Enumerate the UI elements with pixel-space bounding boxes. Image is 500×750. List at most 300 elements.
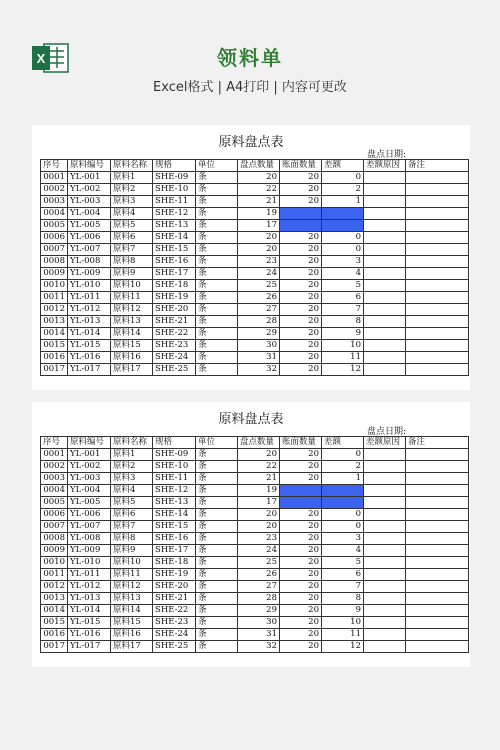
table-cell: 原料10 — [111, 557, 153, 569]
table-cell: SHE-21 — [153, 316, 196, 328]
table-cell — [406, 485, 469, 497]
table-cell: YL-003 — [68, 473, 111, 485]
table-row — [41, 497, 469, 509]
table-cell: 17 — [238, 497, 280, 509]
table-cell — [406, 473, 469, 485]
table-cell: 0009 — [41, 545, 68, 557]
table-cell — [406, 280, 469, 292]
table-row — [41, 244, 469, 256]
table-cell — [406, 521, 469, 533]
table-cell: 原料9 — [111, 268, 153, 280]
table-cell: 27 — [238, 304, 280, 316]
table-cell: 0002 — [41, 461, 68, 473]
table-cell: 原料16 — [111, 352, 153, 364]
table-cell: 原料11 — [111, 292, 153, 304]
table-cell: 条 — [196, 280, 238, 292]
table-cell: 25 — [238, 280, 280, 292]
table-cell: 条 — [196, 641, 238, 653]
table-cell — [364, 292, 406, 304]
table-cell: 9 — [322, 328, 364, 340]
table-cell: SHE-20 — [153, 581, 196, 593]
table-row — [41, 629, 469, 641]
table-cell: 30 — [238, 340, 280, 352]
table-cell: 0014 — [41, 605, 68, 617]
table-cell: SHE-18 — [153, 280, 196, 292]
table-cell: YL-009 — [68, 545, 111, 557]
table-cell: 条 — [196, 569, 238, 581]
table-cell: 22 — [238, 461, 280, 473]
table-cell: 0010 — [41, 557, 68, 569]
table-cell — [406, 340, 469, 352]
column-header: 差额原因 — [364, 160, 406, 172]
table-cell: 条 — [196, 593, 238, 605]
table-row — [41, 593, 469, 605]
table-cell: 原料8 — [111, 256, 153, 268]
page-subtitle: Excel格式 | A4打印 | 内容可更改 — [153, 80, 347, 95]
table-cell: 条 — [196, 268, 238, 280]
table-cell: 原料3 — [111, 196, 153, 208]
table-cell: 0016 — [41, 629, 68, 641]
inventory-table — [40, 159, 469, 376]
column-header: 单位 — [196, 437, 238, 449]
table-cell — [364, 545, 406, 557]
column-header: 规格 — [153, 160, 196, 172]
table-cell — [406, 641, 469, 653]
table-cell: 28 — [238, 593, 280, 605]
date-label: 盘点日期: — [366, 150, 406, 160]
table-cell: 0015 — [41, 617, 68, 629]
table-cell: SHE-22 — [153, 605, 196, 617]
table-cell: SHE-22 — [153, 328, 196, 340]
svg-text:X: X — [36, 51, 46, 66]
sheet-title: 原料盘点表 — [218, 412, 284, 427]
table-cell: SHE-19 — [153, 292, 196, 304]
table-cell: YL-001 — [68, 172, 111, 184]
table-cell: SHE-15 — [153, 521, 196, 533]
table-cell: YL-009 — [68, 268, 111, 280]
table-cell: YL-010 — [68, 557, 111, 569]
table-cell: YL-016 — [68, 629, 111, 641]
table-row — [41, 641, 469, 653]
table-cell — [364, 232, 406, 244]
column-header: 盘点数量 — [238, 160, 280, 172]
table-cell — [364, 208, 406, 220]
table-cell: 3 — [322, 256, 364, 268]
table-row — [41, 196, 469, 208]
table-cell — [406, 629, 469, 641]
table-cell — [364, 316, 406, 328]
table-cell: 20 — [238, 509, 280, 521]
column-header: 备注 — [406, 437, 469, 449]
table-row — [41, 220, 469, 232]
table-cell — [406, 509, 469, 521]
table-cell: 原料1 — [111, 172, 153, 184]
column-header: 原料编号 — [68, 160, 111, 172]
table-cell — [364, 473, 406, 485]
table-cell: 条 — [196, 292, 238, 304]
table-cell: 条 — [196, 521, 238, 533]
table-cell: 20 — [280, 473, 322, 485]
table-cell: 条 — [196, 497, 238, 509]
table-cell: 20 — [280, 184, 322, 196]
table-row — [41, 328, 469, 340]
table-cell: 11 — [322, 629, 364, 641]
table-cell — [364, 280, 406, 292]
table-cell — [364, 244, 406, 256]
table-cell — [406, 292, 469, 304]
column-header: 差额 — [322, 160, 364, 172]
table-cell: 26 — [238, 569, 280, 581]
table-cell — [406, 533, 469, 545]
table-cell: 20 — [280, 268, 322, 280]
table-cell: 12 — [322, 641, 364, 653]
table-cell: 21 — [238, 196, 280, 208]
table-cell: 0011 — [41, 569, 68, 581]
table-cell: 条 — [196, 461, 238, 473]
table-cell: 20 — [280, 292, 322, 304]
table-row — [41, 605, 469, 617]
table-cell: 原料2 — [111, 184, 153, 196]
table-cell — [406, 352, 469, 364]
table-cell: 20 — [280, 581, 322, 593]
table-cell: 20 — [280, 521, 322, 533]
table-cell — [364, 533, 406, 545]
table-cell: 原料7 — [111, 244, 153, 256]
table-cell: 原料15 — [111, 340, 153, 352]
table-cell — [406, 208, 469, 220]
table-cell: 4 — [322, 545, 364, 557]
table-cell: 31 — [238, 352, 280, 364]
table-cell: 28 — [238, 316, 280, 328]
table-cell — [364, 509, 406, 521]
table-cell: 20 — [280, 617, 322, 629]
table-cell: 25 — [238, 557, 280, 569]
table-cell: YL-007 — [68, 521, 111, 533]
table-cell: SHE-11 — [153, 196, 196, 208]
table-cell: 0 — [322, 449, 364, 461]
table-cell: 11 — [322, 352, 364, 364]
table-cell: SHE-18 — [153, 557, 196, 569]
table-cell: 12 — [322, 364, 364, 376]
table-cell: SHE-14 — [153, 509, 196, 521]
table-cell: 0004 — [41, 485, 68, 497]
table-cell: 0 — [322, 521, 364, 533]
table-body — [41, 437, 469, 653]
table-cell: 0003 — [41, 473, 68, 485]
table-cell — [406, 268, 469, 280]
table-cell: SHE-15 — [153, 244, 196, 256]
table-cell: 0 — [322, 172, 364, 184]
table-cell: SHE-12 — [153, 485, 196, 497]
table-cell: 0008 — [41, 533, 68, 545]
table-cell: 10 — [322, 617, 364, 629]
table-cell: YL-013 — [68, 316, 111, 328]
table-cell: 条 — [196, 617, 238, 629]
table-cell: -1 — [322, 485, 364, 497]
table-cell: 20 — [280, 328, 322, 340]
table-cell — [364, 605, 406, 617]
table-cell — [406, 449, 469, 461]
table-cell: YL-008 — [68, 533, 111, 545]
table-cell — [364, 220, 406, 232]
table-cell: 20 — [280, 172, 322, 184]
table-cell: SHE-17 — [153, 545, 196, 557]
table-cell: 20 — [238, 521, 280, 533]
table-cell — [364, 593, 406, 605]
table-cell: 6 — [322, 569, 364, 581]
column-header: 账面数量 — [280, 437, 322, 449]
table-cell: 原料2 — [111, 461, 153, 473]
table-cell: 条 — [196, 509, 238, 521]
table-cell — [364, 184, 406, 196]
column-header: 差额 — [322, 437, 364, 449]
table-cell: 0001 — [41, 449, 68, 461]
table-cell: 20 — [280, 244, 322, 256]
date-label: 盘点日期: — [366, 427, 406, 437]
table-cell: 原料7 — [111, 521, 153, 533]
table-cell: SHE-16 — [153, 533, 196, 545]
table-cell: 0017 — [41, 641, 68, 653]
column-header: 备注 — [406, 160, 469, 172]
table-cell — [364, 352, 406, 364]
table-cell — [364, 557, 406, 569]
column-header: 盘点数量 — [238, 437, 280, 449]
table-cell: 条 — [196, 256, 238, 268]
table-cell: 条 — [196, 557, 238, 569]
table-cell: 20 — [280, 497, 322, 509]
table-cell: 1 — [322, 196, 364, 208]
table-cell: 20 — [280, 629, 322, 641]
table-cell: 20 — [280, 340, 322, 352]
table-row — [41, 232, 469, 244]
table-cell: YL-012 — [68, 304, 111, 316]
table-cell — [364, 521, 406, 533]
table-header-row — [41, 160, 469, 172]
table-cell: YL-005 — [68, 497, 111, 509]
table-cell: YL-017 — [68, 364, 111, 376]
table-row — [41, 340, 469, 352]
table-cell: YL-006 — [68, 232, 111, 244]
table-cell: 3 — [322, 533, 364, 545]
table-cell: 24 — [238, 545, 280, 557]
table-cell: 条 — [196, 208, 238, 220]
table-cell: 0016 — [41, 352, 68, 364]
table-cell: 0006 — [41, 509, 68, 521]
table-cell — [406, 304, 469, 316]
table-cell: YL-016 — [68, 352, 111, 364]
column-header: 原料编号 — [68, 437, 111, 449]
table-cell: 20 — [280, 232, 322, 244]
table-cell: 21 — [238, 473, 280, 485]
column-header: 单位 — [196, 160, 238, 172]
table-cell — [406, 364, 469, 376]
table-cell — [406, 184, 469, 196]
table-cell — [364, 629, 406, 641]
table-cell: 0017 — [41, 364, 68, 376]
table-cell: 0005 — [41, 497, 68, 509]
table-cell: 20 — [280, 509, 322, 521]
table-cell — [364, 328, 406, 340]
table-cell — [406, 617, 469, 629]
table-row — [41, 581, 469, 593]
table-cell: 0007 — [41, 521, 68, 533]
table-cell: 24 — [238, 268, 280, 280]
table-cell: SHE-10 — [153, 184, 196, 196]
column-header: 序号 — [41, 160, 68, 172]
column-header: 规格 — [153, 437, 196, 449]
table-cell: 条 — [196, 485, 238, 497]
table-cell: 原料14 — [111, 605, 153, 617]
table-row — [41, 449, 469, 461]
table-cell: 8 — [322, 316, 364, 328]
table-cell: 20 — [280, 280, 322, 292]
table-cell: 31 — [238, 629, 280, 641]
table-cell: 0011 — [41, 292, 68, 304]
table-cell — [406, 316, 469, 328]
table-cell — [364, 196, 406, 208]
sheet-preview-1 — [32, 125, 470, 390]
table-cell: 原料1 — [111, 449, 153, 461]
table-row — [41, 557, 469, 569]
table-cell: 原料15 — [111, 617, 153, 629]
table-cell: 1 — [322, 473, 364, 485]
table-cell: YL-015 — [68, 340, 111, 352]
table-cell — [406, 172, 469, 184]
table-cell: 0012 — [41, 581, 68, 593]
table-cell: 原料13 — [111, 316, 153, 328]
table-cell: 原料11 — [111, 569, 153, 581]
table-cell — [406, 605, 469, 617]
table-cell: 19 — [238, 208, 280, 220]
table-cell: 条 — [196, 581, 238, 593]
table-cell: 条 — [196, 533, 238, 545]
table-cell — [406, 497, 469, 509]
table-cell: 条 — [196, 316, 238, 328]
table-cell: SHE-14 — [153, 232, 196, 244]
table-cell: 0013 — [41, 593, 68, 605]
table-cell: -3 — [322, 497, 364, 509]
table-cell: 2 — [322, 184, 364, 196]
table-cell: 原料16 — [111, 629, 153, 641]
table-cell: 条 — [196, 364, 238, 376]
table-cell — [364, 256, 406, 268]
table-cell: SHE-21 — [153, 593, 196, 605]
table-cell — [406, 581, 469, 593]
table-cell: 20 — [280, 557, 322, 569]
table-cell: 20 — [280, 220, 322, 232]
table-row — [41, 461, 469, 473]
table-cell — [406, 196, 469, 208]
table-cell: YL-007 — [68, 244, 111, 256]
table-cell: 20 — [238, 232, 280, 244]
table-cell — [364, 172, 406, 184]
table-cell: 条 — [196, 545, 238, 557]
table-cell: 0005 — [41, 220, 68, 232]
table-cell: 0001 — [41, 172, 68, 184]
table-cell: 0014 — [41, 328, 68, 340]
sheet-preview-2 — [32, 402, 470, 667]
table-row — [41, 569, 469, 581]
table-cell: 条 — [196, 605, 238, 617]
table-cell: YL-002 — [68, 184, 111, 196]
table-cell: 20 — [280, 641, 322, 653]
table-cell: 20 — [280, 316, 322, 328]
table-cell: 30 — [238, 617, 280, 629]
table-cell — [406, 256, 469, 268]
table-cell — [364, 461, 406, 473]
table-cell: 0012 — [41, 304, 68, 316]
table-cell: 27 — [238, 581, 280, 593]
table-cell: 原料4 — [111, 485, 153, 497]
table-cell: 0010 — [41, 280, 68, 292]
table-cell: YL-006 — [68, 509, 111, 521]
table-cell: 9 — [322, 605, 364, 617]
table-cell: SHE-20 — [153, 304, 196, 316]
table-cell: -1 — [322, 208, 364, 220]
table-cell: 原料5 — [111, 220, 153, 232]
table-cell: 0008 — [41, 256, 68, 268]
table-row — [41, 184, 469, 196]
table-cell — [364, 268, 406, 280]
table-row — [41, 521, 469, 533]
column-header: 原料名称 — [111, 160, 153, 172]
table-cell: YL-010 — [68, 280, 111, 292]
column-header: 原料名称 — [111, 437, 153, 449]
table-row — [41, 304, 469, 316]
table-cell: 原料17 — [111, 364, 153, 376]
table-row — [41, 352, 469, 364]
table-cell: SHE-25 — [153, 364, 196, 376]
table-cell: 20 — [238, 244, 280, 256]
table-cell: 10 — [322, 340, 364, 352]
table-cell: 20 — [280, 485, 322, 497]
table-cell: 20 — [280, 545, 322, 557]
table-cell: 7 — [322, 581, 364, 593]
table-cell: YL-014 — [68, 605, 111, 617]
table-row — [41, 364, 469, 376]
table-cell: SHE-09 — [153, 172, 196, 184]
table-cell: 20 — [280, 533, 322, 545]
table-cell: 23 — [238, 256, 280, 268]
column-header: 账面数量 — [280, 160, 322, 172]
table-cell — [406, 328, 469, 340]
table-cell: 5 — [322, 280, 364, 292]
inventory-table — [40, 436, 469, 653]
table-cell: 条 — [196, 172, 238, 184]
table-cell: 20 — [280, 449, 322, 461]
table-cell — [364, 569, 406, 581]
table-cell: YL-003 — [68, 196, 111, 208]
table-cell: 原料17 — [111, 641, 153, 653]
table-cell: 原料6 — [111, 232, 153, 244]
table-cell: SHE-23 — [153, 340, 196, 352]
table-cell: 原料3 — [111, 473, 153, 485]
table-cell: SHE-24 — [153, 629, 196, 641]
table-cell: 原料9 — [111, 545, 153, 557]
table-cell: 29 — [238, 328, 280, 340]
table-cell: YL-014 — [68, 328, 111, 340]
table-cell: 0006 — [41, 232, 68, 244]
table-cell: 原料13 — [111, 593, 153, 605]
table-cell: 0015 — [41, 340, 68, 352]
table-cell: 条 — [196, 196, 238, 208]
table-cell: 5 — [322, 557, 364, 569]
table-cell: SHE-17 — [153, 268, 196, 280]
table-cell: 条 — [196, 184, 238, 196]
table-cell: SHE-19 — [153, 569, 196, 581]
table-cell: 17 — [238, 220, 280, 232]
table-cell: YL-012 — [68, 581, 111, 593]
